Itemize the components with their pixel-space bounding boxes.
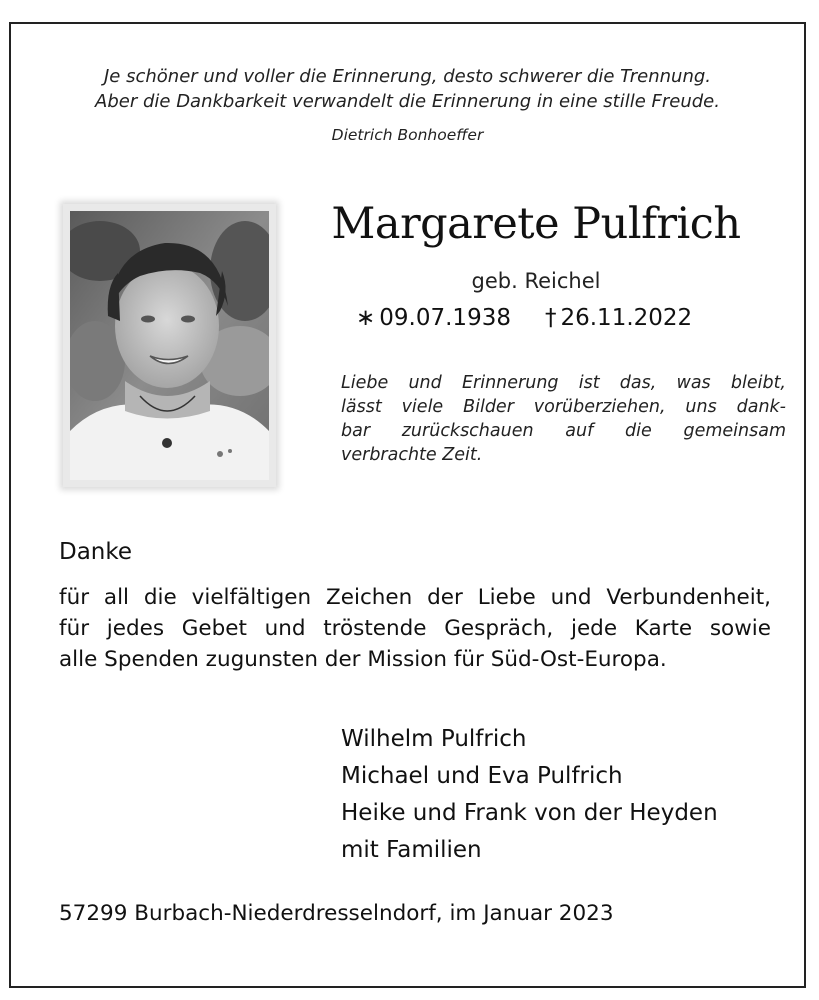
verse-line: bar zurückschauen auf die gemeinsam [341,421,786,441]
birth-star-icon: ∗ [356,305,376,331]
verse-line: Liebe und Erinnerung ist das, was bleibt, [341,373,786,393]
verse-line: lässt viele Bilder vorüberziehen, uns dank- [341,397,786,417]
signer: Heike und Frank von der Heyden [341,800,718,826]
thanks-heading: Danke [59,539,133,565]
quote-line-2: Aber die Dankbarkeit verwandelt die Erinnerung in eine stille Freude. [95,91,720,112]
thanks-line: für jedes Gebet und tröstende Gespräch, jede Karte sowie [59,616,771,641]
birth-date: 09.07.1938 [379,305,511,331]
thanks-line: alle Spenden zugunsten der Mission für Süd-Ost-Europa. [59,647,667,672]
deceased-name: Margarete Pulfrich [331,199,741,249]
portrait-photo-frame [63,204,276,487]
death-date: 26.11.2022 [560,305,693,331]
thanks-line: für all die vielfältigen Zeichen der Liebe und Verbundenheit, [59,585,771,610]
signer: Michael und Eva Pulfrich [341,763,623,789]
life-dates [356,305,736,331]
thanks-text [59,582,771,675]
death-cross-icon: † [544,305,557,331]
signer: mit Familien [341,837,482,863]
quote-author: Dietrich Bonhoeffer [331,126,484,144]
portrait-photo [70,211,269,480]
verse-line: verbrachte Zeit. [341,445,483,465]
maiden-name: geb. Reichel [471,269,601,293]
obituary-notice [9,22,806,988]
place-and-date: 57299 Burbach-Niederdresselndorf, im Januar 2023 [59,901,614,926]
signer: Wilhelm Pulfrich [341,726,527,752]
bonhoeffer-quote [11,64,804,114]
signers-list [341,721,718,869]
quote-line-1: Je schöner und voller die Erinnerung, desto schwerer die Trennung. [103,66,712,87]
memorial-verse [341,371,786,467]
